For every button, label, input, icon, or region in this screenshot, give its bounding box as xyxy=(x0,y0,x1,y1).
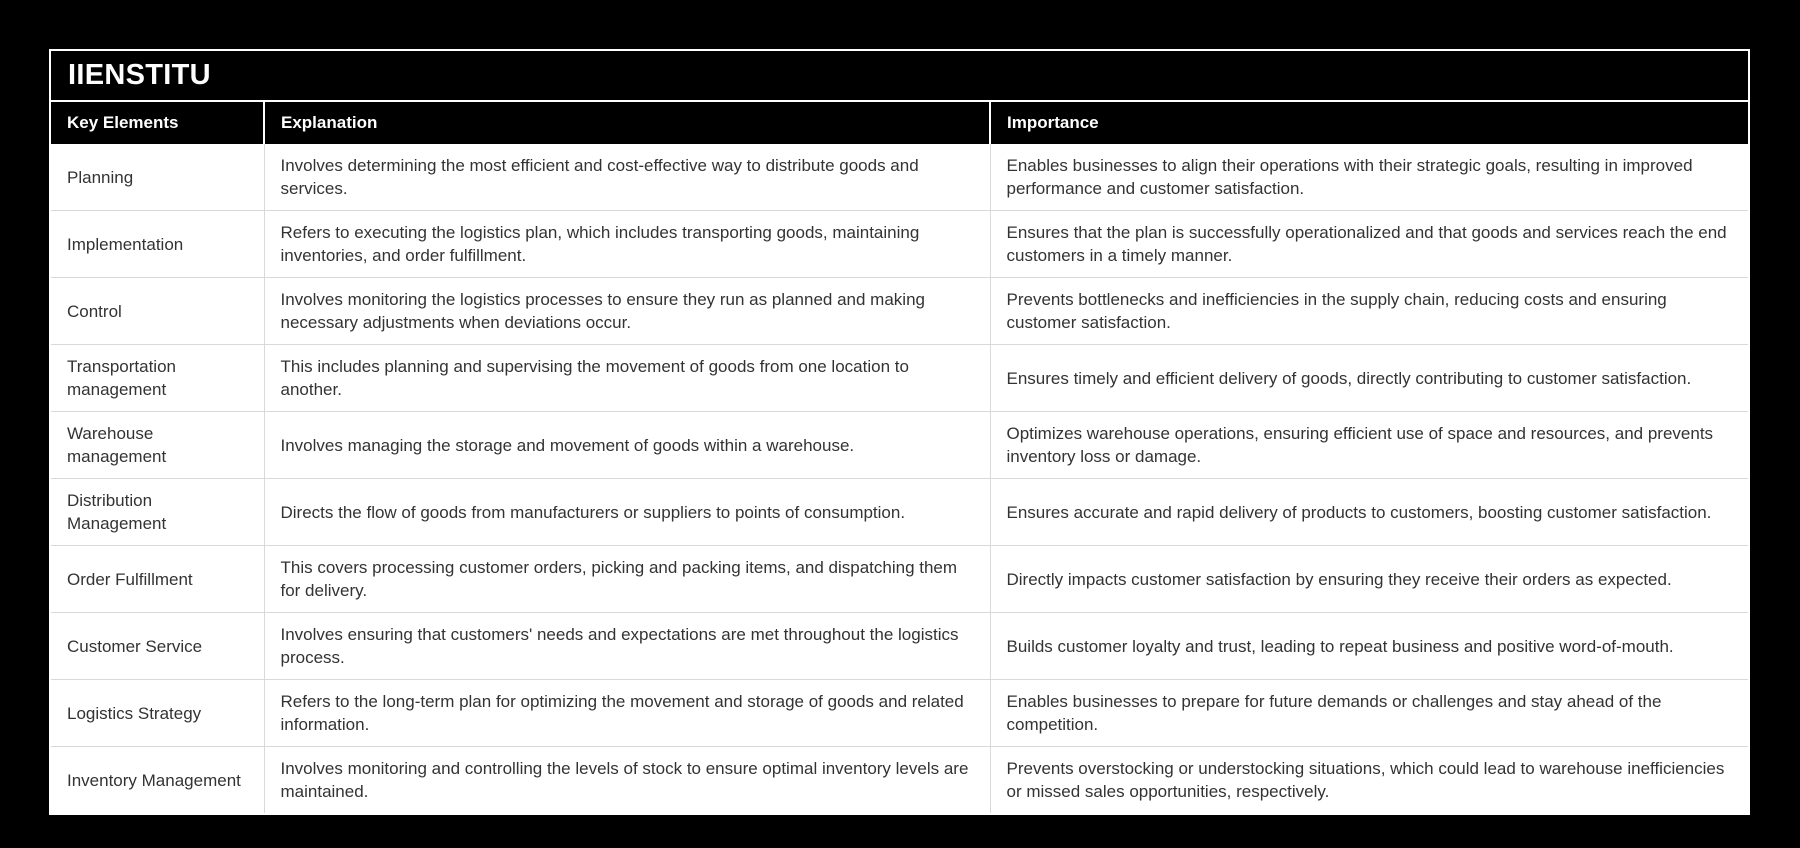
cell-explanation: Directs the flow of goods from manufacturers or suppliers to points of consumption. xyxy=(264,479,990,546)
table-row-logistics-strategy xyxy=(51,680,1748,747)
table-header-row xyxy=(51,102,1748,144)
cell-key-element: Transportation management xyxy=(51,345,264,412)
cell-key-element: Order Fulfillment xyxy=(51,546,264,613)
cell-explanation: Involves monitoring and controlling the levels of stock to ensure optimal inventory levels are maintained. xyxy=(264,747,990,814)
cell-importance: Optimizes warehouse operations, ensuring efficient use of space and resources, and prevents inventory loss or damage. xyxy=(990,412,1748,479)
cell-key-element: Planning xyxy=(51,144,264,211)
cell-explanation: Involves managing the storage and movement of goods within a warehouse. xyxy=(264,412,990,479)
table-row-inventory-management xyxy=(51,747,1748,814)
cell-key-element: Control xyxy=(51,278,264,345)
cell-explanation: This covers processing customer orders, picking and packing items, and dispatching them for delivery. xyxy=(264,546,990,613)
logistics-table-panel xyxy=(49,49,1750,815)
cell-importance: Builds customer loyalty and trust, leading to repeat business and positive word-of-mouth. xyxy=(990,613,1748,680)
cell-importance: Ensures that the plan is successfully operationalized and that goods and services reach the end customers in a timely manner. xyxy=(990,211,1748,278)
table-row-order-fulfillment xyxy=(51,546,1748,613)
cell-importance: Enables businesses to align their operations with their strategic goals, resulting in improved performance and customer satisfaction. xyxy=(990,144,1748,211)
brand-title: IIENSTITU xyxy=(68,59,211,91)
table-row-distribution-management xyxy=(51,479,1748,546)
column-header-explanation: Explanation xyxy=(264,102,990,144)
cell-explanation: This includes planning and supervising the movement of goods from one location to another. xyxy=(264,345,990,412)
cell-key-element: Customer Service xyxy=(51,613,264,680)
logistics-table xyxy=(51,102,1748,813)
cell-key-element: Logistics Strategy xyxy=(51,680,264,747)
table-row-customer-service xyxy=(51,613,1748,680)
cell-explanation: Refers to executing the logistics plan, which includes transporting goods, maintaining inventories, and order fulfillment. xyxy=(264,211,990,278)
brand-header-band xyxy=(51,51,1748,102)
table-row-warehouse-management xyxy=(51,412,1748,479)
cell-key-element: Warehouse management xyxy=(51,412,264,479)
column-header-importance: Importance xyxy=(990,102,1748,144)
table-row-implementation xyxy=(51,211,1748,278)
cell-importance: Directly impacts customer satisfaction by ensuring they receive their orders as expected. xyxy=(990,546,1748,613)
cell-explanation: Refers to the long-term plan for optimizing the movement and storage of goods and related information. xyxy=(264,680,990,747)
cell-importance: Prevents bottlenecks and inefficiencies in the supply chain, reducing costs and ensuring customer satisfaction. xyxy=(990,278,1748,345)
cell-key-element: Distribution Management xyxy=(51,479,264,546)
cell-explanation: Involves ensuring that customers' needs and expectations are met throughout the logistics process. xyxy=(264,613,990,680)
cell-importance: Ensures accurate and rapid delivery of products to customers, boosting customer satisfaction. xyxy=(990,479,1748,546)
column-header-key-elements: Key Elements xyxy=(51,102,264,144)
cell-importance: Enables businesses to prepare for future demands or challenges and stay ahead of the competition. xyxy=(990,680,1748,747)
table-row-control xyxy=(51,278,1748,345)
cell-importance: Prevents overstocking or understocking situations, which could lead to warehouse inefficiencies or missed sales opportunities, respectively. xyxy=(990,747,1748,814)
cell-explanation: Involves determining the most efficient and cost-effective way to distribute goods and services. xyxy=(264,144,990,211)
table-row-planning xyxy=(51,144,1748,211)
cell-explanation: Involves monitoring the logistics processes to ensure they run as planned and making necessary adjustments when deviations occur. xyxy=(264,278,990,345)
table-row-transportation-management xyxy=(51,345,1748,412)
cell-key-element: Inventory Management xyxy=(51,747,264,814)
cell-key-element: Implementation xyxy=(51,211,264,278)
cell-importance: Ensures timely and efficient delivery of goods, directly contributing to customer satisfaction. xyxy=(990,345,1748,412)
